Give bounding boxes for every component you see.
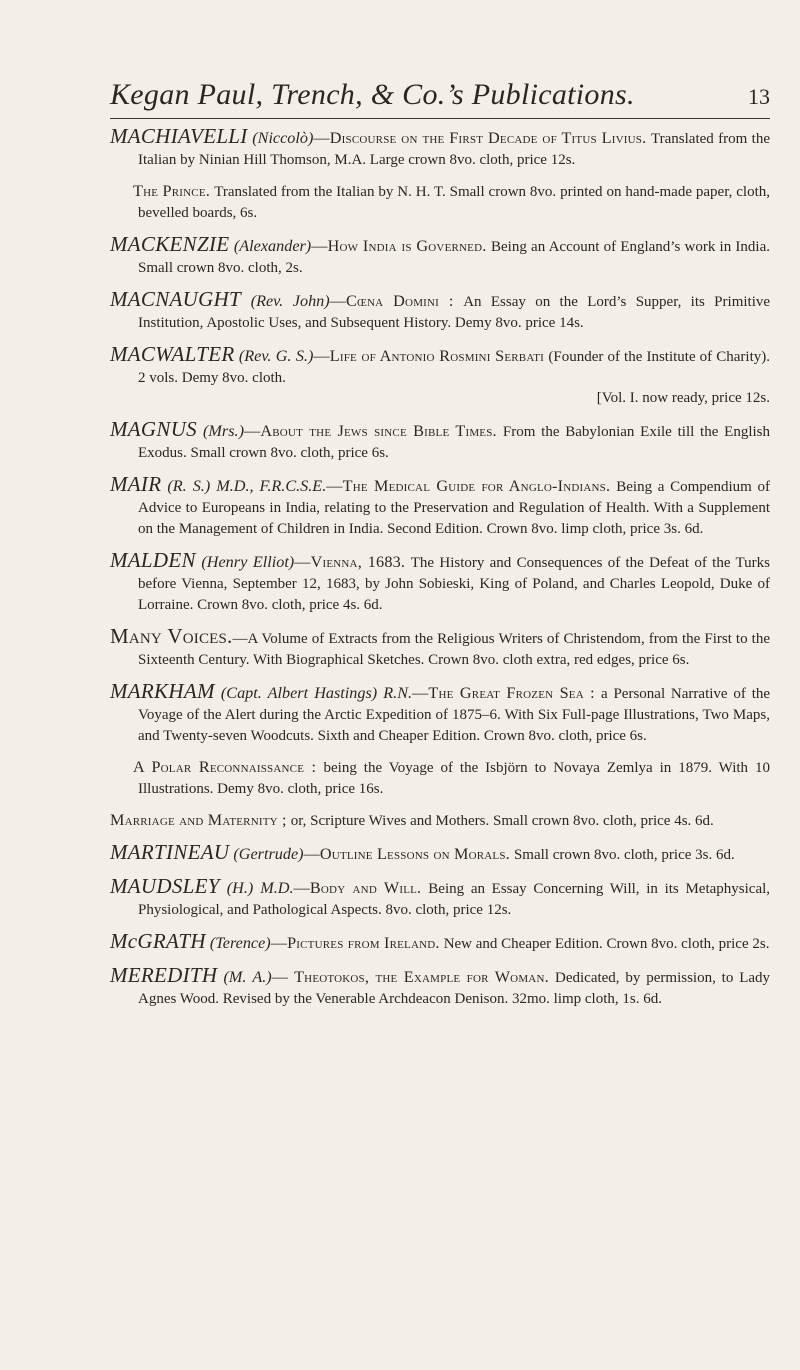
catalogue-entry [110, 757, 770, 799]
author-qualifier: (Mrs.) [203, 422, 244, 440]
author-name: MACHIAVELLI [110, 124, 248, 148]
page-number: 13 [748, 84, 770, 109]
book-title: —Body and Will. [293, 879, 422, 897]
author-qualifier: (Rev. G. S.) [238, 347, 314, 365]
book-title: —The Medical Guide for Anglo-Indians. [326, 477, 611, 495]
author-name: MAIR [110, 472, 162, 496]
book-detail: or, Scripture Wives and Mothers. Small crown 8vo. cloth, price 4s. 6d. [290, 813, 714, 829]
author-qualifier: (Henry Elliot) [201, 553, 295, 571]
author-qualifier: (Terence) [209, 934, 271, 952]
book-detail: Translated from the Italian by N. H. T. Small crown 8vo. printed on hand-made paper, cloth, bevelled boards, 6s. [138, 184, 770, 221]
book-detail: The History and Consequences of the Defeat of the Turks before Vienna, September 12, 1683, by John Sobieski, King of Poland, and Charles Leopold, Duke of Lorraine. Crown 8vo. cloth, price 4s. 6d. [138, 555, 770, 613]
volume-note: [Vol. I. now ready, price 12s. [596, 390, 770, 406]
catalogue-entry [110, 681, 770, 746]
book-detail: (Founder of the Institute of Charity). 2 vols. Demy 8vo. cloth. [138, 349, 770, 386]
book-title: —Vienna, 1683. [294, 553, 406, 571]
catalogue-entry [110, 234, 770, 278]
book-title: Marriage and Maternity ; [110, 811, 287, 829]
book-detail: a Personal Narrative of the Voyage of the Alert during the Arctic Expedition of 1875–6. With Six Full-page Illustrations, Two Maps, and Twenty-seven Woodcuts. Sixth and Cheaper Edition. Crown 8vo. cloth, price 6s. [138, 686, 771, 744]
author-qualifier: (R. S.) M.D., F.R.C.S.E. [167, 477, 327, 495]
catalogue-entries [110, 126, 770, 1020]
catalogue-entry [110, 876, 770, 920]
header-rule [110, 118, 770, 119]
book-title: Many Voices. [110, 624, 233, 648]
author-name: MALDEN [110, 548, 196, 572]
catalogue-entry [110, 474, 770, 539]
catalogue-entry [110, 550, 770, 615]
author-name: MACNAUGHT [110, 287, 242, 311]
book-detail: —A Volume of Extracts from the Religious Writers of Christendom, from the First to the Sixteenth Century. With Biographical Sketches. Crown 8vo. cloth extra, red edges, price 6s. [138, 631, 770, 668]
author-qualifier: (Capt. Albert Hastings) R.N. [220, 684, 413, 702]
book-detail: being the Voyage of the Isbjörn to Novaya Zemlya in 1879. With 10 Illustrations. Demy 8vo. cloth, price 16s. [138, 760, 771, 797]
catalogue-entry [110, 810, 770, 831]
book-title: A Polar Reconnaissance : [133, 758, 317, 776]
book-detail: Translated from the Italian by Ninian Hill Thomson, M.A. Large crown 8vo. cloth, price 12s. [138, 131, 771, 168]
author-name: MAUDSLEY [110, 874, 220, 898]
book-title: —About the Jews since Bible Times. [243, 422, 497, 440]
book-title: —Life of Antonio Rosmini Serbati [313, 347, 545, 365]
book-title: —Pictures from Ireland. [270, 934, 440, 952]
book-detail: An Essay on the Lord’s Supper, its Primitive Institution, Apostolic Uses, and Subsequent History. Demy 8vo. price 14s. [138, 294, 771, 331]
book-detail: Dedicated, by permission, to Lady Agnes Wood. Revised by the Venerable Archdeacon Denison. 32mo. limp cloth, 1s. 6d. [138, 970, 771, 1007]
catalogue-entry [110, 289, 770, 333]
author-qualifier: (Rev. John) [250, 292, 330, 310]
catalogue-entry [110, 842, 770, 865]
catalogue-entry [110, 344, 770, 408]
catalogue-entry [110, 626, 770, 670]
author-qualifier: (M. A.) [223, 968, 272, 986]
book-title: —Cœna Domini : [329, 292, 454, 310]
author-name: MACWALTER [110, 342, 235, 366]
author-name: MACKENZIE [110, 232, 230, 256]
book-detail: Being an Essay Concerning Will, in its Metaphysical, Physiological, and Pathological Aspects. 8vo. cloth, price 12s. [138, 881, 771, 918]
book-detail: New and Cheaper Edition. Crown 8vo. cloth, price 2s. [443, 936, 770, 952]
catalogue-entry [110, 931, 770, 954]
catalogue-entry [110, 126, 770, 170]
catalogue-entry [110, 419, 770, 463]
page-header [110, 78, 770, 112]
author-name: McGRATH [110, 929, 206, 953]
author-name: MARTINEAU [110, 840, 230, 864]
book-title: —Outline Lessons on Morals. [303, 845, 510, 863]
book-title: —How India is Governed. [311, 237, 487, 255]
author-name: MARKHAM [110, 679, 215, 703]
book-title: — Theotokos, the Example for Woman. [271, 968, 549, 986]
book-detail: Being an Account of England’s work in India. Small crown 8vo. cloth, 2s. [138, 239, 771, 276]
author-name: MEREDITH [110, 963, 218, 987]
author-qualifier: (Gertrude) [233, 845, 304, 863]
author-name: MAGNUS [110, 417, 197, 441]
book-detail: Small crown 8vo. cloth, price 3s. 6d. [513, 847, 735, 863]
book-title: The Prince. [133, 182, 210, 200]
book-detail: Being a Compendium of Advice to Europeans in India, relating to the Preservation and Regulation of Health. With a Supplement on the Management of Children in India. Second Edition. Crown 8vo. limp cloth, price 3s. 6d. [138, 479, 771, 537]
catalogue-entry [110, 965, 770, 1009]
author-qualifier: (Alexander) [233, 237, 312, 255]
book-detail: From the Babylonian Exile till the English Exodus. Small crown 8vo. cloth, price 6s. [138, 424, 770, 461]
book-title: —Discourse on the First Decade of Titus Livius. [313, 129, 647, 147]
catalogue-entry [110, 181, 770, 223]
author-qualifier: (Niccolò) [252, 129, 314, 147]
author-qualifier: (H.) M.D. [226, 879, 294, 897]
running-title: Kegan Paul, Trench, & Co.’s Publications. [110, 78, 635, 111]
book-title: —The Great Frozen Sea : [412, 684, 595, 702]
